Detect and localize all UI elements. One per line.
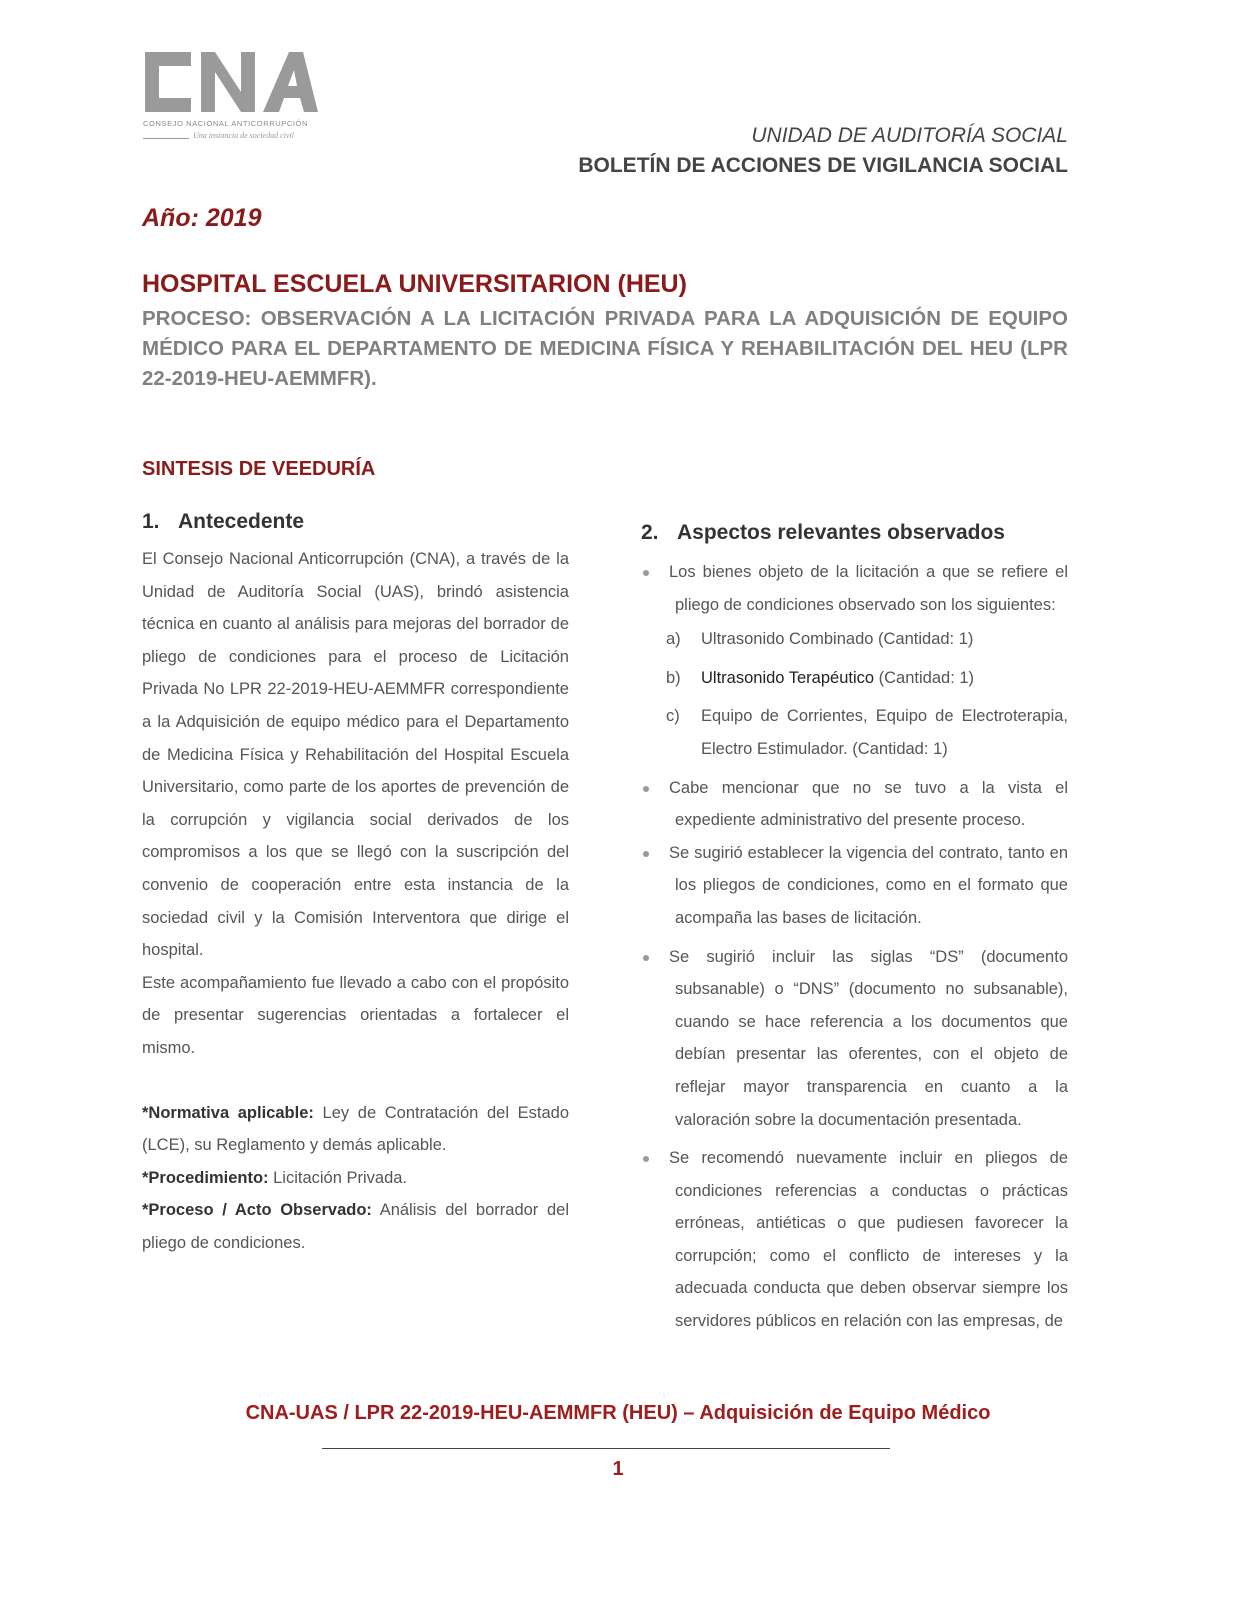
normativa-text: Ley de Contratación del Estado (LCE), su Reglamento y demás aplicable. <box>142 1103 569 1155</box>
sub-item-text: Equipo de Corrientes, Equipo de Electroterapia, Electro Estimulador. (Cantidad: 1) <box>701 707 1068 758</box>
bullet-icon <box>643 786 649 792</box>
sub-list-item <box>641 662 1068 695</box>
section-2-title: Aspectos relevantes observados <box>677 521 1005 544</box>
proceso-line <box>142 1194 569 1259</box>
bullet-text: Se sugirió incluir las siglas “DS” (documento subsanable) o “DNS” (documento no subsanable), cuando se hace referencia a los documentos que debían presentar las oferentes, con el objeto de reflejar mayor transparencia en cuanto a la valoración sobre la documentación presentada. <box>669 947 1068 1129</box>
antecedente-paragraph-1: El Consejo Nacional Anticorrupción (CNA), a través de la Unidad de Auditoría Social (UAS), brindó asistencia técnica en cuanto al análisis para mejoras del borrador de pliego de condiciones para el proceso de Licitación Privada No LPR 22-2019-HEU-AEMMFR correspondiente a la Adquisición de equipo médico para el Departamento de Medicina Física y Rehabilitación del Hospital Escuela Universitario, como parte de los aportes de prevención de la corrupción y vigilancia social derivados de los compromisos a los que se llegó con la suscripción del convenio de cooperación entre esta instancia de la sociedad civil y la Comisión Interventora que dirige el hospital. <box>142 550 569 960</box>
list-item <box>641 556 1068 621</box>
section-2-heading <box>641 521 1005 545</box>
procedimiento-label: *Procedimiento: <box>142 1168 269 1187</box>
logo-tagline: Una instancia de sociedad civil <box>193 131 294 140</box>
bullet-icon <box>643 955 649 961</box>
section-2-number: 2. <box>641 521 659 544</box>
section-1-heading <box>142 510 304 534</box>
bulletin-title: BOLETÍN DE ACCIONES DE VIGILANCIA SOCIAL <box>578 154 1068 177</box>
year-label: Año: 2019 <box>142 204 262 232</box>
proceso-text: Análisis del borrador del pliego de condiciones. <box>142 1201 570 1252</box>
sub-item-text: (Cantidad: 1) <box>874 668 975 687</box>
bullet-icon <box>643 570 649 576</box>
process-description: PROCESO: OBSERVACIÓN A LA LICITACIÓN PRIVADA PARA LA ADQUISICIÓN DE EQUIPO MÉDICO PARA EL DEPARTAMENTO DE MEDICINA FÍSICA Y REHABILITACIÓN DEL HEU (LPR 22-2019-HEU-AEMMFR). <box>142 307 1068 390</box>
sub-item-label: c) <box>666 707 680 726</box>
section-2-body <box>641 556 1068 1338</box>
procedimiento-text: Licitación Privada. <box>268 1168 408 1187</box>
logo-divider <box>143 138 189 139</box>
bullet-text: Se recomendó nuevamente incluir en pliegos de condiciones referencias a conductas o prácticas erróneas, antiéticas o que pudiesen favorecer la corrupción; como el conflicto de intereses y la adecuada conducta que deben observar siempre los servidores públicos en relación con las empresas, de <box>669 1149 1068 1331</box>
sub-item-highlight: Ultrasonido Terapéutico <box>701 668 875 687</box>
proceso-label: *Proceso / Acto Observado: <box>142 1201 372 1220</box>
sub-list-item <box>641 700 1068 765</box>
footer-text: CNA-UAS / LPR 22-2019-HEU-AEMMFR (HEU) – Adquisición de Equipo Médico <box>245 1402 991 1424</box>
normativa-line <box>142 1097 569 1162</box>
section-1-title: Antecedente <box>178 510 305 533</box>
list-item <box>641 1142 1068 1338</box>
bullet-icon <box>643 1156 649 1162</box>
page-number: 1 <box>612 1458 624 1480</box>
sub-item-label: a) <box>666 630 681 649</box>
bullet-icon <box>643 851 649 857</box>
section-1-body <box>142 543 569 1259</box>
sub-item-label: b) <box>666 668 681 687</box>
cna-logo <box>143 48 318 148</box>
list-item <box>641 837 1068 935</box>
bullet-text: Cabe mencionar que no se tuvo a la vista el expediente administrativo del presente proceso. <box>669 778 1068 830</box>
synthesis-heading: SINTESIS DE VEEDURÍA <box>142 458 376 480</box>
logo-subtitle: CONSEJO NACIONAL ANTICORRUPCIÓN <box>143 119 309 128</box>
antecedente-paragraph-2: Este acompañamiento fue llevado a cabo con el propósito de presentar sugerencias orientadas a fortalecer el mismo. <box>142 973 569 1057</box>
sub-list-item <box>641 623 1068 656</box>
bullet-text: Los bienes objeto de la licitación a que se refiere el pliego de condiciones observado son los siguientes: <box>669 563 1068 614</box>
spacer <box>142 1065 569 1097</box>
bullet-text: Se sugirió establecer la vigencia del contrato, tanto en los pliegos de condiciones, como en el formato que acompaña las bases de licitación. <box>669 843 1068 927</box>
procedimiento-line <box>142 1162 569 1195</box>
footer-divider <box>322 1448 890 1449</box>
sub-item-text: Ultrasonido Combinado (Cantidad: 1) <box>701 630 974 649</box>
unit-title: UNIDAD DE AUDITORÍA SOCIAL <box>751 124 1068 147</box>
cna-logo-mark <box>143 48 318 116</box>
normativa-label: *Normativa aplicable: <box>142 1103 314 1122</box>
list-item <box>641 772 1068 837</box>
section-1-number: 1. <box>142 510 160 533</box>
hospital-title: HOSPITAL ESCUELA UNIVERSITARION (HEU) <box>142 270 687 298</box>
list-item <box>641 941 1068 1137</box>
